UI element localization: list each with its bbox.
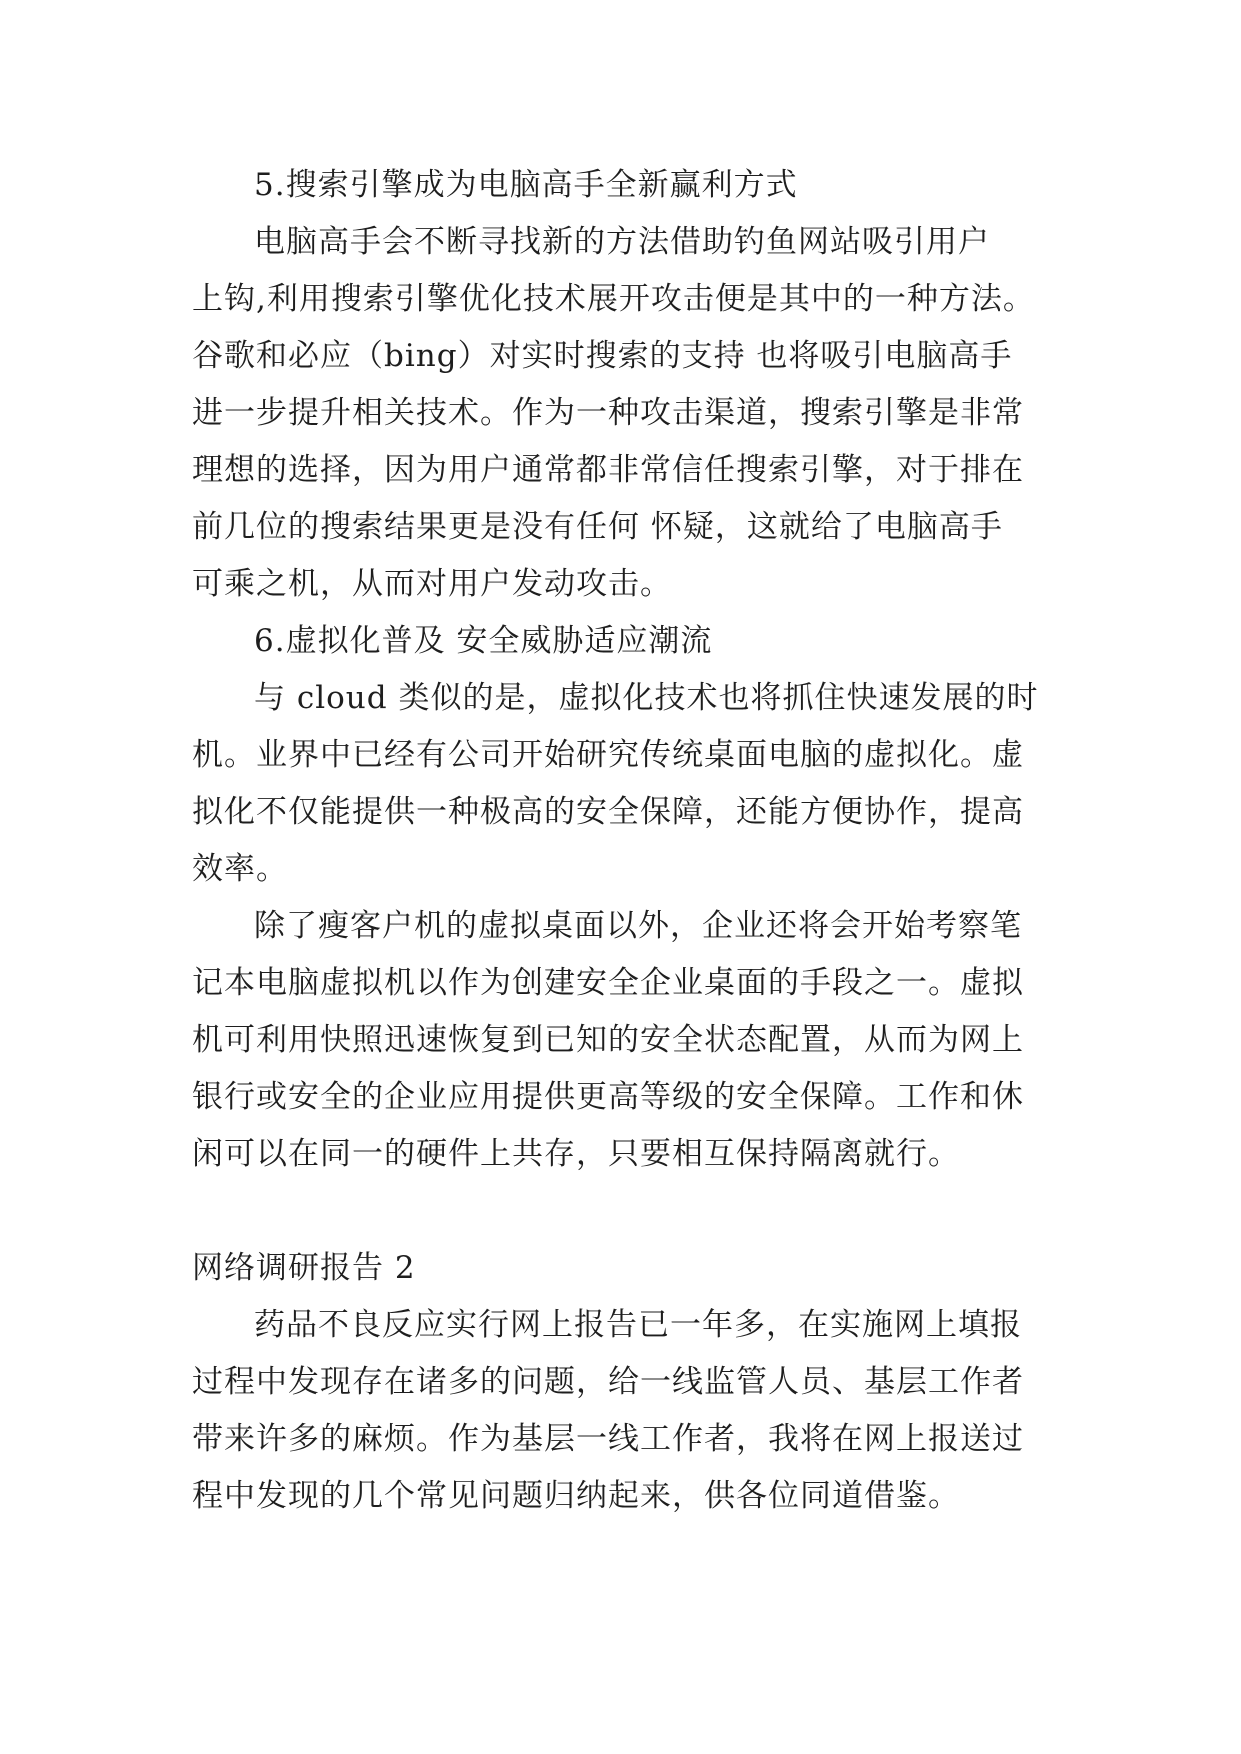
paragraph-line: 理想的选择，因为用户通常都非常信任搜索引擎，对于排在 xyxy=(192,452,1024,488)
paragraph-line: 记本电脑虚拟机以作为创建安全企业桌面的手段之一。虚拟 xyxy=(192,965,1024,1001)
paragraph-line: 可乘之机，从而对用户发动攻击。 xyxy=(192,566,672,602)
paragraph-line: 进一步提升相关技术。作为一种攻击渠道，搜索引擎是非常 xyxy=(192,395,1024,431)
paragraph-line: 拟化不仅能提供一种极高的安全保障，还能方便协作，提高 xyxy=(192,794,1024,830)
paragraph-line: 谷歌和必应（bing）对实时搜索的支持 也将吸引电脑高手 xyxy=(192,338,1013,374)
paragraph-line: 带来许多的麻烦。作为基层一线工作者，我将在网上报送过 xyxy=(192,1421,1024,1457)
paragraph-line: 前几位的搜索结果更是没有任何 怀疑，这就给了电脑高手 xyxy=(192,509,1003,545)
paragraph-line: 上钩,利用搜索引擎优化技术展开攻击便是其中的一种方法。 xyxy=(192,281,1035,317)
paragraph-line: 电脑高手会不断寻找新的方法借助钓鱼网站吸引用户 xyxy=(254,224,990,260)
paragraph-line: 程中发现的几个常见问题归纳起来，供各位同道借鉴。 xyxy=(192,1478,960,1514)
paragraph-line: 与 cloud 类似的是，虚拟化技术也将抓住快速发展的时 xyxy=(254,680,1039,716)
report-title: 网络调研报告 2 xyxy=(192,1250,416,1286)
paragraph-line: 机。业界中已经有公司开始研究传统桌面电脑的虚拟化。虚 xyxy=(192,737,1024,773)
section-heading-6: 6.虚拟化普及 安全威胁适应潮流 xyxy=(254,623,713,659)
paragraph-line: 机可利用快照迅速恢复到已知的安全状态配置，从而为网上 xyxy=(192,1022,1024,1058)
section-heading-5: 5.搜索引擎成为电脑高手全新赢利方式 xyxy=(254,167,798,203)
paragraph-line: 闲可以在同一的硬件上共存，只要相互保持隔离就行。 xyxy=(192,1136,960,1172)
paragraph-line: 除了瘦客户机的虚拟桌面以外，企业还将会开始考察笔 xyxy=(254,908,1022,944)
paragraph-line: 药品不良反应实行网上报告已一年多，在实施网上填报 xyxy=(254,1307,1022,1343)
paragraph-line: 效率。 xyxy=(192,851,288,887)
paragraph-line: 过程中发现存在诸多的问题，给一线监管人员、基层工作者 xyxy=(192,1364,1024,1400)
paragraph-line: 银行或安全的企业应用提供更高等级的安全保障。工作和休 xyxy=(192,1079,1024,1115)
